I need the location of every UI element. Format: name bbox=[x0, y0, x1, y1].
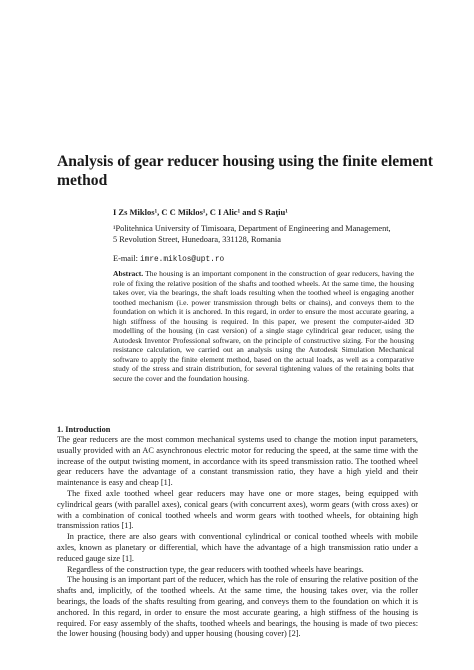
introduction-body bbox=[57, 435, 418, 640]
author-list: I Zs Miklos¹, C C Miklos¹, C I Alic¹ and S Raţiu¹ bbox=[113, 207, 288, 217]
email-line bbox=[113, 253, 224, 266]
abstract-text: The housing is an important component in the construction of gear reducers, having the role of fixing the relative position of the shafts and toothed wheels. At the same time, the housing takes over, via the bearings, the shaft loads resulting when the toothed wheel is engaging another toothed mechanism (i.e. power transmission through belts or chains), and conveys them to the foundation on which it is anchored. In this regard, in order to ensure the most accurate gearing, a high stiffness of the housing is required. In this paper, we present the computer-aided 3D modelling of the housing (in cast version) of a single stage cylindrical gear reducer, using the Autodesk Inventor Professional software, on the principle of constructive sizing. For the housing resistance calculation, we carried out an analysis using the Autodesk Simulation Mechanical software to apply the finite element method, based on the actual loads, as well as a comparative study of the stress and strain distribution, for several tightening values of the retaining bolts that secure the cover and the foundation housing. bbox=[113, 269, 415, 384]
email-label: E-mail: bbox=[113, 254, 138, 263]
body-paragraph: In practice, there are also gears with conventional cylindrical or conical toothed wheels with mobile axles, known as planetary or differential, which have the advantage of a high transmission ratio under a reduced gauge size [1]. bbox=[57, 532, 418, 563]
email-address[interactable]: imre.miklos@upt.ro bbox=[139, 256, 225, 264]
paper-title: Analysis of gear reducer housing using the finite element method bbox=[57, 153, 433, 189]
section-heading: 1. Introduction bbox=[57, 425, 111, 434]
body-paragraph: The gear reducers are the most common mechanical systems used to change the motion input parameters, usually provided with an AC asynchronous electric motor for reducing the speed, at the same time with the increase of the output twisting moment, in accordance with its speed transmission ratio. The toothed wheel gear reducers have the advantage of a constant transmission ratio, they have a high yield and their maintenance is easy and cheap [1]. bbox=[57, 435, 418, 488]
affiliation bbox=[113, 224, 425, 245]
body-paragraph: The fixed axle toothed wheel gear reducers may have one or more stages, being equipped with cylindrical gears (with parallel axes), conical gears (with concurrent axes), worm gears (with cross axes) or with a combination of conical toothed wheels and worm gears with toothed wheels, for obtaining high transmission ratios [1]. bbox=[57, 488, 418, 531]
abstract bbox=[113, 269, 414, 384]
abstract-label: Abstract. bbox=[113, 269, 144, 278]
body-paragraph: The housing is an important part of the reducer, which has the role of ensuring the relative position of the shafts and, implicitly, of the toothed wheels. At the same time, the housing takes over, via the roller bearings, the loads of the shafts resulting from gearing, and conveys them to the foundation on which it is anchored. In this regard, in order to ensure the most accurate gearing, a high stiffness of the housing is required. For easy assembly of the shafts, toothed wheels and bearings, the housing is made of two pieces: the lower housing (housing body) and upper housing (housing cover) [2]. bbox=[57, 575, 418, 639]
body-paragraph: Regardless of the construction type, the gear reducers with toothed wheels have bearings. bbox=[67, 564, 364, 574]
affiliation-line: ¹Politehnica University of Timisoara, Department of Engineering and Management, bbox=[113, 224, 391, 233]
affiliation-line: 5 Revolution Street, Hunedoara, 331128, Romania bbox=[113, 234, 281, 244]
